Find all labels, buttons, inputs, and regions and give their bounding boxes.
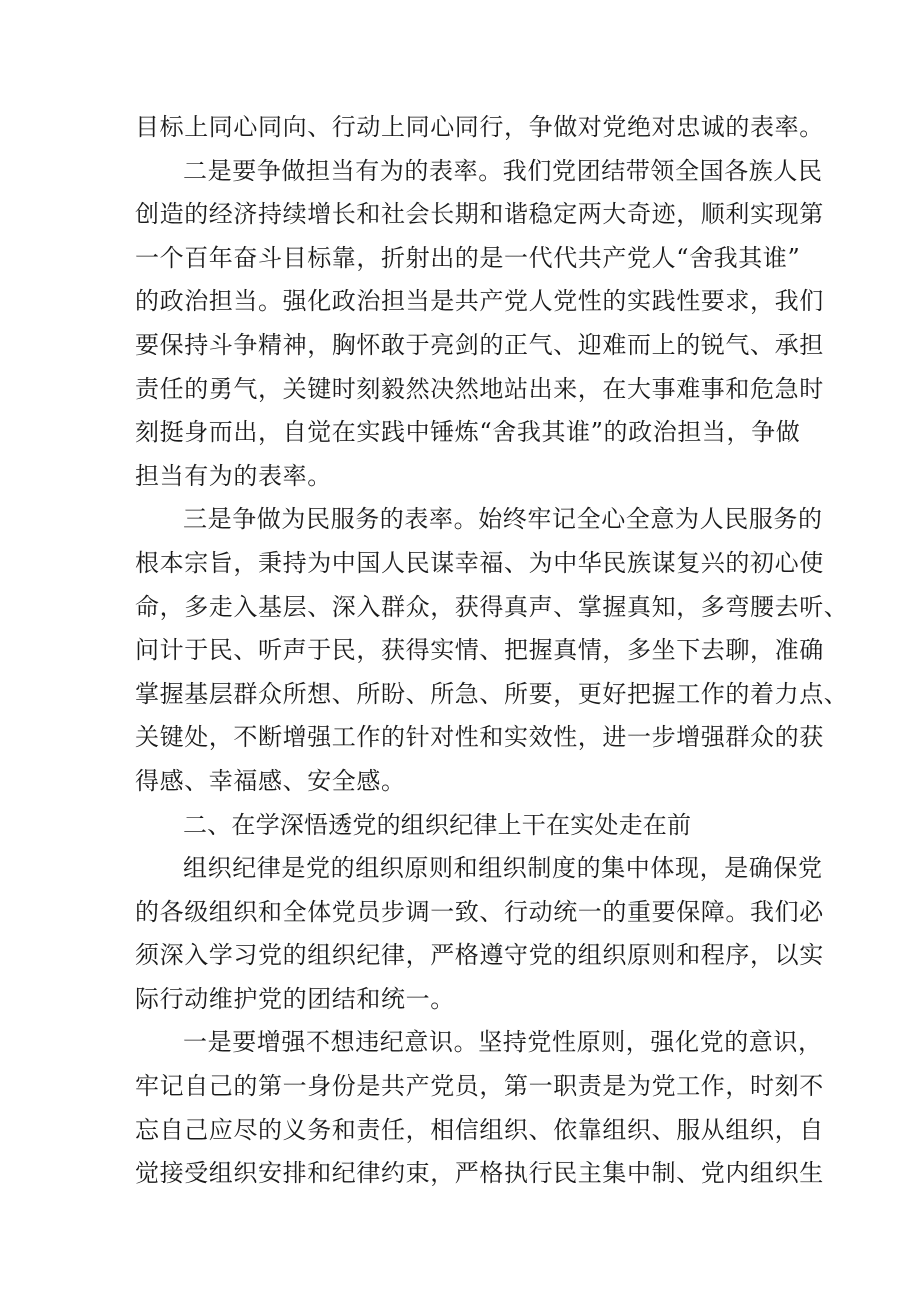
- text-line: 目标上同心同向、行动上同心同行，争做对党绝对忠诚的表率。: [135, 113, 824, 141]
- text-line: 一是要增强不想违纪意识。坚持党性原则，强化党的意识，: [183, 1028, 823, 1057]
- section-heading: 二、在学深悟透党的组织纪律上干在实处走在前: [183, 810, 692, 839]
- text-line: 担当有为的表率。: [135, 461, 332, 490]
- text-line: 命，多走入基层、深入群众，获得真声、掌握真知，多弯腰去听、: [135, 592, 849, 621]
- text-line: 刻挺身而出，自觉在实践中锤炼“舍我其谁”的政治担当，争做: [135, 418, 801, 447]
- text-line: 关键处，不断增强工作的针对性和实效性，进一步增强群众的获: [135, 723, 824, 752]
- text-line: 责任的勇气，关键时刻毅然决然地站出来，在大事难事和危急时: [135, 374, 824, 403]
- text-line: 创造的经济持续增长和社会长期和谐稳定两大奇迹，顺利实现第: [135, 200, 824, 229]
- text-line: 要保持斗争精神，胸怀敢于亮剑的正气、迎难而上的锐气、承担: [135, 330, 824, 359]
- text-line: 问计于民、听声于民，获得实情、把握真情，多坐下去聊，准确: [135, 636, 824, 665]
- text-line: 根本宗旨，秉持为中国人民谋幸福、为中华民族谋复兴的初心使: [135, 548, 824, 577]
- text-line: 得感、幸福感、安全感。: [135, 766, 406, 795]
- text-line: 掌握基层群众所想、所盼、所急、所要，更好把握工作的着力点、: [135, 679, 849, 708]
- text-line: 牢记自己的第一身份是共产党员，第一职责是为党工作，时刻不: [135, 1072, 824, 1101]
- text-line: 忘自己应尽的义务和责任，相信组织、依靠组织、服从组织，自: [135, 1115, 824, 1144]
- text-line: 际行动维护党的团结和统一。: [135, 984, 455, 1013]
- text-line: 须深入学习党的组织纪律，严格遵守党的组织原则和程序，以实: [135, 941, 824, 970]
- text-line: 觉接受组织安排和纪律约束，严格执行民主集中制、党内组织生: [135, 1159, 824, 1188]
- text-line: 的政治担当。强化政治担当是共产党人党性的实践性要求，我们: [135, 287, 824, 316]
- text-line: 一个百年奋斗目标靠，折射出的是一代代共产党人“舍我其谁”: [135, 243, 801, 272]
- text-line: 的各级组织和全体党员步调一致、行动统一的重要保障。我们必: [135, 897, 824, 926]
- body-text: [135, 106, 849, 1196]
- text-line: 二是要争做担当有为的表率。我们党团结带领全国各族人民: [183, 156, 823, 185]
- text-line: 组织纪律是党的组织原则和组织制度的集中体现，是确保党: [183, 854, 823, 883]
- text-line: 三是争做为民服务的表率。始终牢记全心全意为人民服务的: [183, 505, 823, 534]
